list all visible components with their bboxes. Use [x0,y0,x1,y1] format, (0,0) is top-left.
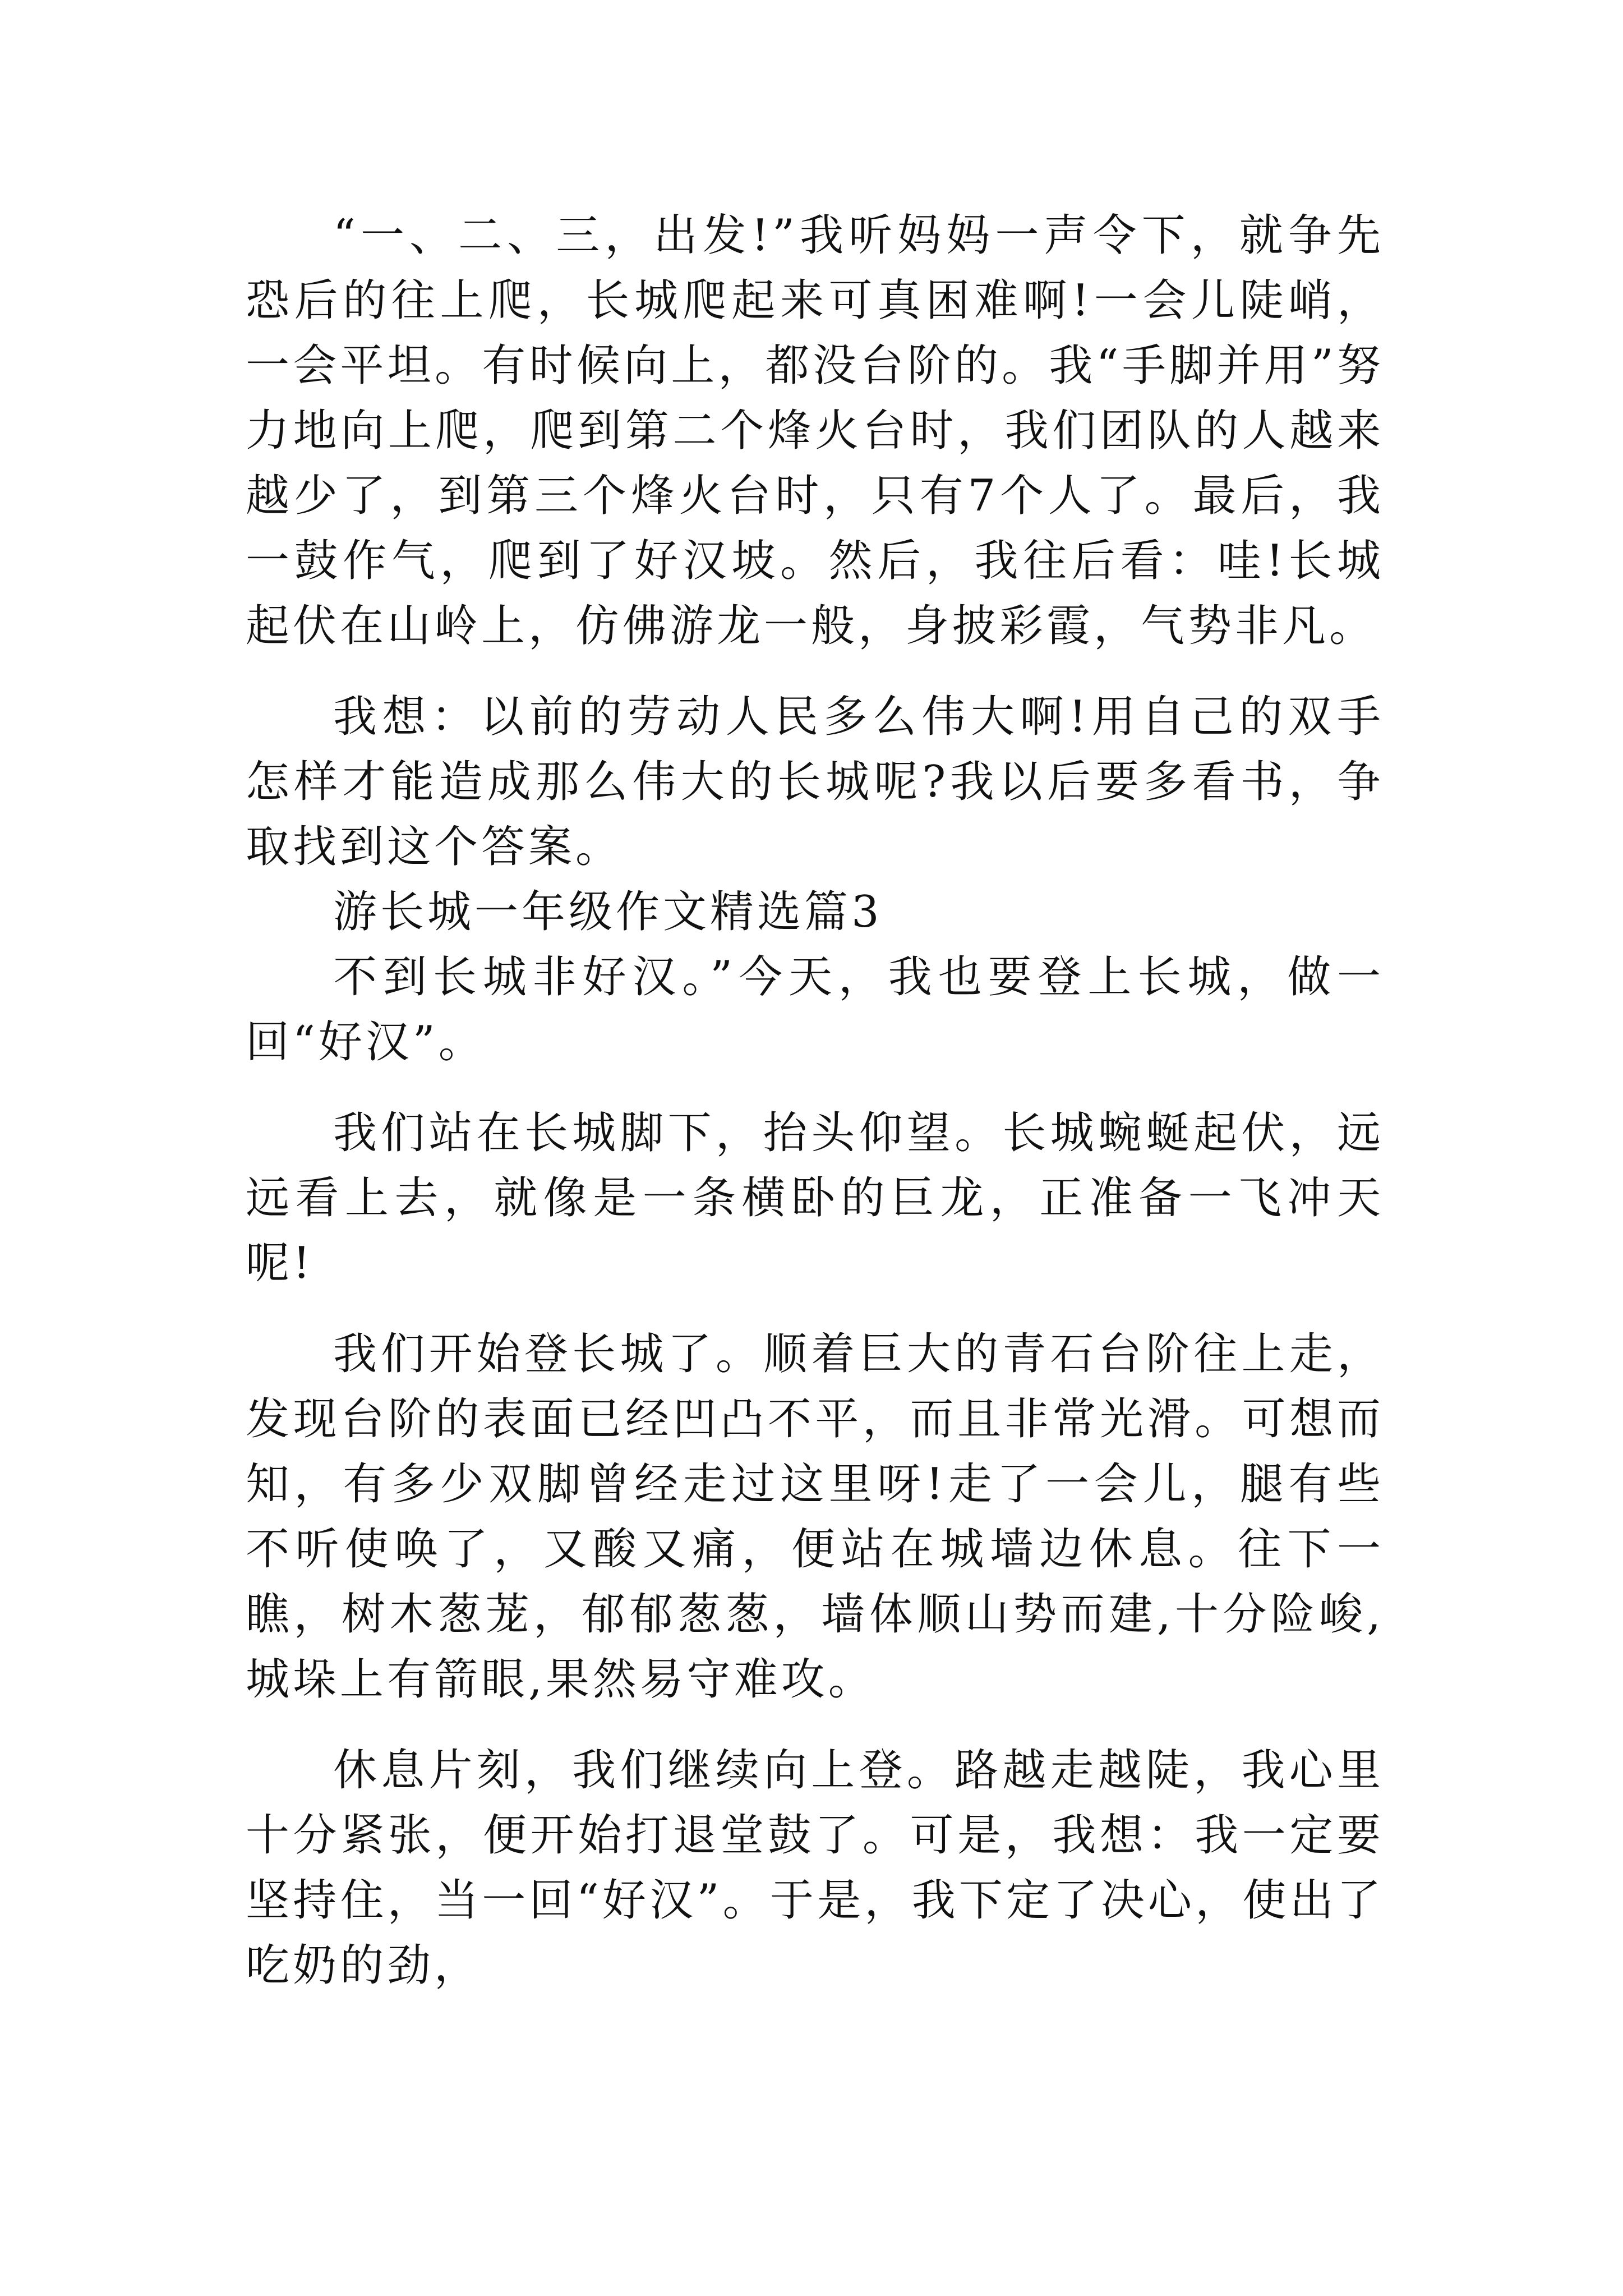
paragraph-reflection: 我想：以前的劳动人民多么伟大啊!用自己的双手怎样才能造成那么伟大的长城呢?我以后要多看书，争取找到这个答案。 [246,692,1384,872]
paragraph-climb: “一、二、三，出发!”我听妈妈一声令下，就争先恐后的往上爬，长城爬起来可真困难啊!一会儿陡峭，一会平坦。有时候向上，都没台阶的。我“手脚并用”努力地向上爬，爬到第二个烽火台时，我们团队的人越来越少了，到第三个烽火台时，只有7个人了。最后，我一鼓作气，爬到了好汉坡。然后，我往后看：哇!长城起伏在山岭上，仿佛游龙一般，身披彩霞，气势非凡。 [246,210,1384,651]
paragraph-intro: 不到长城非好汉。”今天，我也要登上长城，做一回“好汉”。 [246,952,1384,1068]
paragraph-foot-of-wall: 我们站在长城脚下，抬头仰望。长城蜿蜒起伏，远远看上去，就像是一条横卧的巨龙，正准备一飞冲天呢! [246,1108,1384,1289]
essay-body [246,203,1384,1998]
paragraph-steps: 我们开始登长城了。顺着巨大的青石台阶往上走，发现台阶的表面已经凹凸不平，而且非常光滑。可想而知，有多少双脚曾经走过这里呀!走了一会儿，腿有些不听使唤了，又酸又痛，便站在城墙边休息。往下一瞧，树木葱茏，郁郁葱葱，墙体顺山势而建,十分险峻,城垛上有箭眼,果然易守难攻。 [246,1329,1384,1705]
essay-heading: 游长城一年级作文精选篇3 [333,887,883,937]
paragraph-rest: 休息片刻，我们继续向上登。路越走越陡，我心里十分紧张，便开始打退堂鼓了。可是，我想：我一定要坚持住，当一回“好汉”。于是，我下定了决心，使出了吃奶的劲， [246,1745,1384,1991]
